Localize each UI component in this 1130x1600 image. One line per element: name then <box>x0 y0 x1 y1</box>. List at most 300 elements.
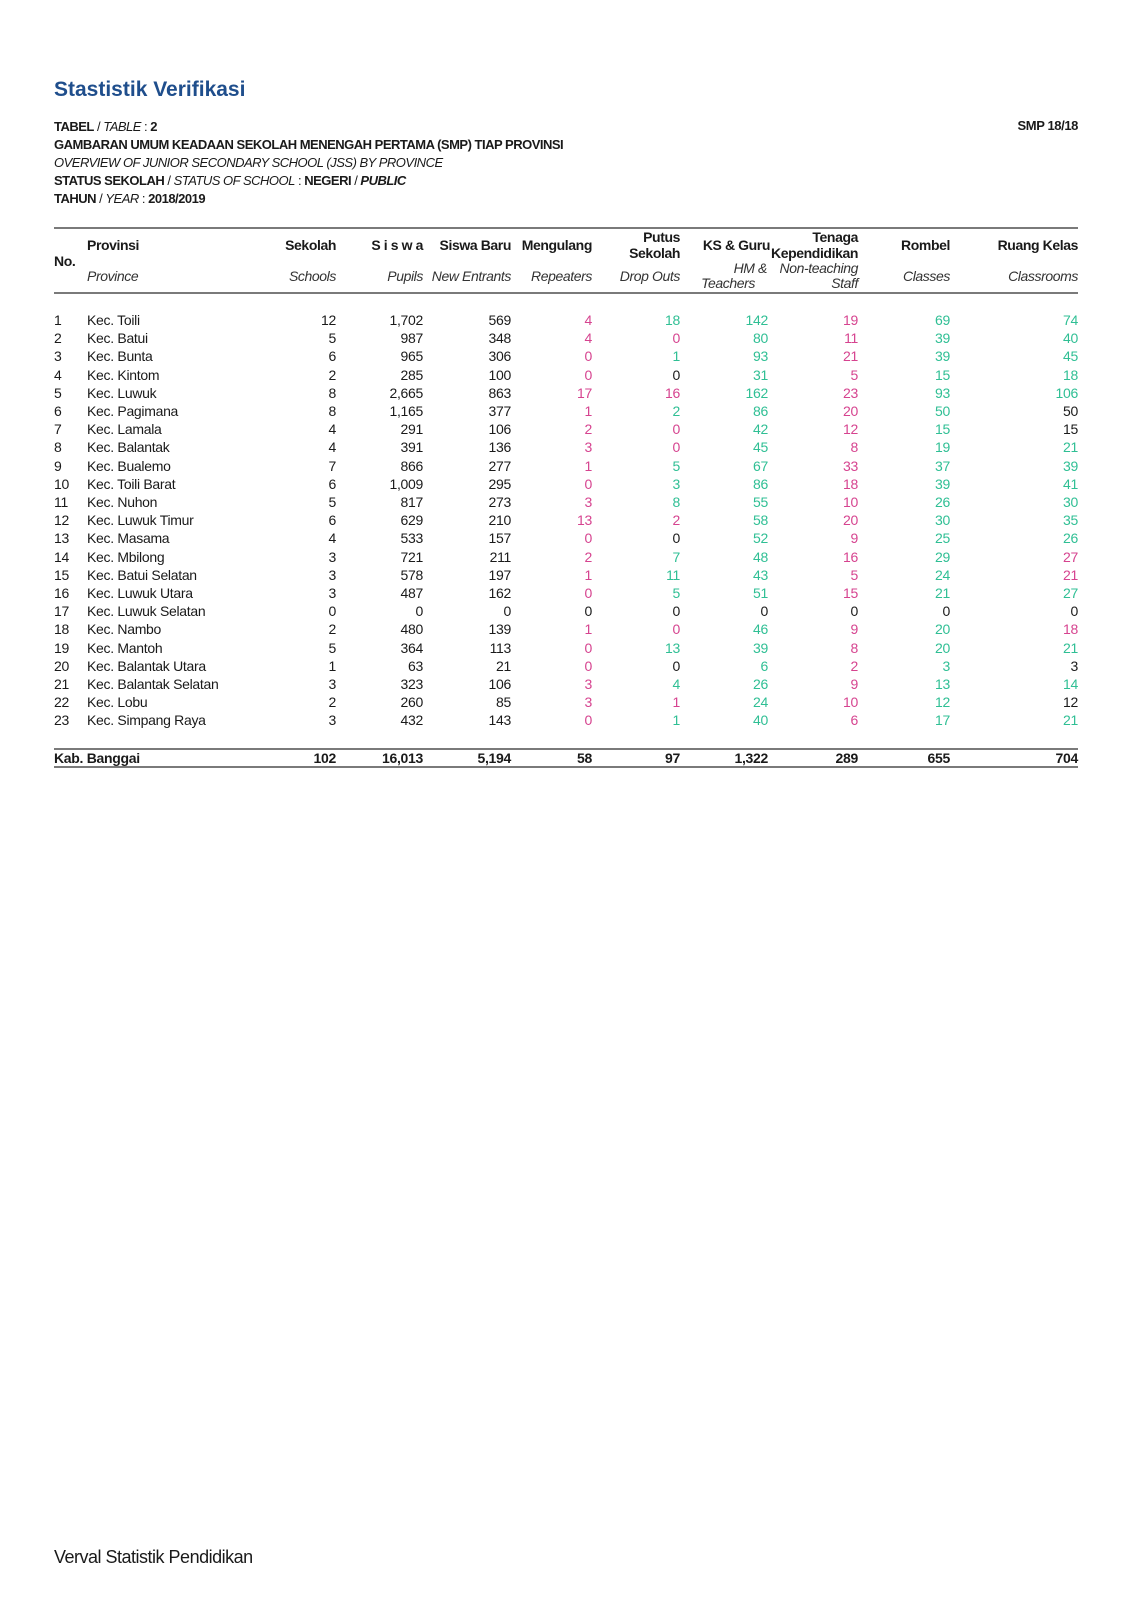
row-schools: 4 <box>328 421 336 438</box>
row-classes: 39 <box>935 475 950 492</box>
row-rooms: 50 <box>1063 403 1078 419</box>
row-schools: 1 <box>328 657 336 674</box>
row-pupils: 965 <box>400 348 423 365</box>
row-no: 9 <box>54 457 62 474</box>
row-province: Kec. Pagimana <box>87 403 179 419</box>
row-staff: 21 <box>843 348 858 365</box>
row-rooms: 106 <box>1055 384 1078 401</box>
row-pupils: 2,665 <box>389 384 423 401</box>
row-repeat: 4 <box>584 312 592 328</box>
row-schools: 6 <box>328 475 336 492</box>
row-schools: 2 <box>328 621 336 638</box>
row-new: 162 <box>488 585 511 601</box>
row-no: 1 <box>54 312 62 328</box>
total-bottom-rule <box>54 766 1078 768</box>
row-classes: 26 <box>935 494 950 510</box>
row-staff: 33 <box>843 457 858 474</box>
row-staff: 12 <box>843 421 858 438</box>
row-drop: 1 <box>672 712 680 729</box>
row-staff: 5 <box>850 366 858 383</box>
row-drop: 0 <box>672 330 680 347</box>
row-schools: 4 <box>328 439 336 456</box>
row-staff: 11 <box>844 330 858 347</box>
row-teach: 26 <box>753 676 768 692</box>
row-rooms: 40 <box>1063 330 1078 347</box>
row-new: 863 <box>488 384 511 401</box>
row-classes: 20 <box>935 639 950 656</box>
row-new: 0 <box>503 603 511 620</box>
row-staff: 20 <box>843 403 858 419</box>
row-drop: 5 <box>672 585 680 601</box>
row-new: 21 <box>496 657 511 674</box>
row-province: Kec. Masama <box>87 530 170 547</box>
row-rooms: 21 <box>1063 639 1078 656</box>
status-value-en: PUBLIC <box>360 173 406 188</box>
row-pupils: 1,009 <box>389 475 423 492</box>
row-staff: 10 <box>843 694 858 711</box>
row-no: 6 <box>54 403 62 419</box>
row-teach: 51 <box>753 585 768 601</box>
row-classes: 24 <box>935 566 950 583</box>
row-teach: 55 <box>753 494 768 510</box>
table-label-id: TABEL <box>54 119 94 134</box>
status-value-id: NEGERI <box>304 173 352 188</box>
row-schools: 5 <box>328 330 336 347</box>
row-staff: 10 <box>843 494 858 510</box>
col-teach-en <box>701 261 767 291</box>
col-rooms-en: Classrooms <box>1008 268 1078 284</box>
row-teach: 67 <box>753 457 768 474</box>
row-no: 14 <box>54 548 69 565</box>
row-repeat: 0 <box>584 657 592 674</box>
row-schools: 0 <box>328 603 336 620</box>
row-rooms: 3 <box>1070 657 1078 674</box>
row-rooms: 12 <box>1063 694 1078 711</box>
row-no: 3 <box>54 348 62 365</box>
row-new: 85 <box>496 694 511 711</box>
row-rooms: 27 <box>1063 548 1078 565</box>
row-rooms: 41 <box>1063 475 1078 492</box>
row-classes: 25 <box>935 530 950 547</box>
row-pupils: 987 <box>400 330 423 347</box>
row-teach: 80 <box>753 330 768 347</box>
col-schools-id: Sekolah <box>285 237 336 253</box>
table-row <box>54 530 1078 548</box>
row-no: 21 <box>54 676 69 692</box>
row-drop: 1 <box>672 694 680 711</box>
row-drop: 0 <box>672 439 680 456</box>
row-repeat: 0 <box>584 348 592 365</box>
table-row <box>54 549 1078 567</box>
row-province: Kec. Lamala <box>87 421 162 438</box>
table-row <box>54 367 1078 385</box>
row-rooms: 30 <box>1063 494 1078 510</box>
row-province: Kec. Toili <box>87 312 140 328</box>
row-rooms: 27 <box>1063 585 1078 601</box>
row-schools: 5 <box>328 639 336 656</box>
table-number-line: TABEL / TABLE : 2 <box>54 119 158 134</box>
row-schools: 3 <box>328 712 336 729</box>
row-drop: 2 <box>672 403 680 419</box>
row-repeat: 0 <box>584 585 592 601</box>
row-pupils: 866 <box>400 457 423 474</box>
row-no: 8 <box>54 439 62 456</box>
row-teach: 52 <box>753 530 768 547</box>
row-teach: 43 <box>753 566 768 583</box>
row-province: Kec. Simpang Raya <box>87 712 206 729</box>
row-no: 12 <box>54 512 69 529</box>
row-schools: 7 <box>328 457 336 474</box>
row-pupils: 629 <box>400 512 423 529</box>
row-no: 15 <box>54 566 69 583</box>
row-schools: 8 <box>328 403 336 419</box>
row-repeat: 2 <box>584 421 592 438</box>
row-repeat: 1 <box>584 621 592 638</box>
row-teach: 48 <box>753 548 768 565</box>
row-province: Kec. Nambo <box>87 621 162 638</box>
row-drop: 0 <box>672 530 680 547</box>
year-label-id: TAHUN <box>54 191 97 206</box>
row-province: Kec. Bualemo <box>87 457 171 474</box>
row-no: 7 <box>54 421 62 438</box>
col-new-id: Siswa Baru <box>439 237 511 253</box>
status-label-en: STATUS OF SCHOOL <box>173 173 295 188</box>
row-teach: 40 <box>753 712 768 729</box>
row-rooms: 21 <box>1063 712 1078 729</box>
row-new: 113 <box>489 639 511 656</box>
row-new: 295 <box>488 475 511 492</box>
row-repeat: 3 <box>584 439 592 456</box>
total-new: 5,194 <box>477 750 511 766</box>
row-classes: 21 <box>935 585 950 601</box>
row-new: 377 <box>488 403 511 419</box>
row-classes: 0 <box>942 603 950 620</box>
row-pupils: 533 <box>400 530 423 547</box>
table-row <box>54 712 1078 730</box>
total-pupils: 16,013 <box>381 750 423 766</box>
row-drop: 2 <box>672 512 680 529</box>
row-schools: 3 <box>328 676 336 692</box>
row-drop: 1 <box>672 348 680 365</box>
row-drop: 3 <box>672 475 680 492</box>
total-repeat: 58 <box>577 750 592 766</box>
table-title-id-text: GAMBARAN UMUM KEADAAN SEKOLAH MENENGAH PERTAMA (SMP) TIAP PROVINSI <box>54 137 564 152</box>
row-province: Kec. Bunta <box>87 348 153 365</box>
row-schools: 3 <box>328 566 336 583</box>
col-province-id: Provinsi <box>87 237 140 253</box>
row-province: Kec. Nuhon <box>87 494 158 510</box>
col-drop-id-1: Putus <box>643 229 680 245</box>
row-teach: 45 <box>753 439 768 456</box>
row-staff: 9 <box>850 676 858 692</box>
row-schools: 12 <box>321 312 336 328</box>
row-staff: 0 <box>850 603 858 620</box>
row-classes: 69 <box>935 312 950 328</box>
row-rooms: 15 <box>1063 421 1078 438</box>
table-row <box>54 439 1078 457</box>
row-new: 211 <box>489 548 511 565</box>
row-teach: 142 <box>745 312 768 328</box>
row-teach: 162 <box>745 384 768 401</box>
table-row <box>54 348 1078 366</box>
row-no: 10 <box>54 475 69 492</box>
row-pupils: 391 <box>400 439 423 456</box>
table-number: 2 <box>150 119 158 134</box>
row-repeat: 4 <box>584 330 592 347</box>
row-repeat: 13 <box>577 512 592 529</box>
row-rooms: 21 <box>1063 439 1078 456</box>
row-new: 143 <box>488 712 511 729</box>
year-label-en: YEAR <box>105 191 139 206</box>
row-pupils: 323 <box>400 676 423 692</box>
row-no: 22 <box>54 694 69 711</box>
row-schools: 4 <box>328 530 336 547</box>
col-rooms-id: Ruang Kelas <box>997 237 1078 253</box>
row-staff: 16 <box>843 548 858 565</box>
total-name: Kab. Banggai <box>54 750 140 766</box>
row-repeat: 0 <box>584 366 592 383</box>
row-province: Kec. Batui Selatan <box>87 566 197 583</box>
row-new: 157 <box>488 530 511 547</box>
row-new: 277 <box>488 457 511 474</box>
row-no: 17 <box>54 603 69 620</box>
total-rooms: 704 <box>1055 750 1078 766</box>
table-row <box>54 403 1078 421</box>
table-row <box>54 494 1078 512</box>
table-header-rule <box>54 292 1078 294</box>
row-classes: 93 <box>935 384 950 401</box>
row-repeat: 1 <box>584 457 592 474</box>
row-classes: 19 <box>935 439 950 456</box>
row-pupils: 578 <box>400 566 423 583</box>
row-new: 100 <box>488 366 511 383</box>
col-classes-id: Rombel <box>901 237 950 253</box>
table-row <box>54 330 1078 348</box>
row-pupils: 721 <box>400 548 423 565</box>
row-schools: 6 <box>328 512 336 529</box>
row-no: 11 <box>54 494 68 510</box>
row-classes: 50 <box>935 403 950 419</box>
row-staff: 8 <box>850 439 858 456</box>
row-schools: 8 <box>328 384 336 401</box>
row-classes: 15 <box>935 421 950 438</box>
row-rooms: 21 <box>1063 566 1078 583</box>
row-pupils: 364 <box>400 639 423 656</box>
total-classes: 655 <box>927 750 950 766</box>
row-repeat: 3 <box>584 676 592 692</box>
row-staff: 8 <box>850 639 858 656</box>
row-rooms: 39 <box>1063 457 1078 474</box>
row-rooms: 14 <box>1063 676 1078 692</box>
row-new: 306 <box>488 348 511 365</box>
row-pupils: 63 <box>408 657 423 674</box>
row-province: Kec. Balantak Selatan <box>87 676 219 692</box>
row-new: 348 <box>488 330 511 347</box>
row-schools: 5 <box>328 494 336 510</box>
row-drop: 0 <box>672 657 680 674</box>
row-staff: 20 <box>843 512 858 529</box>
table-row <box>54 512 1078 530</box>
row-teach: 42 <box>753 421 768 438</box>
row-province: Kec. Mantoh <box>87 639 163 656</box>
row-province: Kec. Lobu <box>87 694 148 711</box>
row-drop: 0 <box>672 421 680 438</box>
col-drop-id <box>629 229 680 261</box>
row-teach: 58 <box>753 512 768 529</box>
row-classes: 13 <box>935 676 950 692</box>
row-no: 16 <box>54 585 69 601</box>
table-row <box>54 603 1078 621</box>
row-province: Kec. Mbilong <box>87 548 165 565</box>
col-pupils-id: S i s w a <box>371 237 423 253</box>
row-classes: 12 <box>935 694 950 711</box>
table-row <box>54 458 1078 476</box>
row-teach: 86 <box>753 403 768 419</box>
row-staff: 18 <box>843 475 858 492</box>
row-teach: 93 <box>753 348 768 365</box>
col-staff-en <box>780 261 858 291</box>
row-no: 18 <box>54 621 69 638</box>
row-staff: 2 <box>850 657 858 674</box>
col-province-en: Province <box>87 268 139 284</box>
row-staff: 5 <box>850 566 858 583</box>
row-new: 106 <box>488 421 511 438</box>
row-rooms: 26 <box>1063 530 1078 547</box>
col-drop-en: Drop Outs <box>619 268 680 284</box>
row-staff: 6 <box>850 712 858 729</box>
row-rooms: 18 <box>1063 621 1078 638</box>
row-province: Kec. Luwuk <box>87 384 157 401</box>
col-repeat-id: Mengulang <box>521 237 592 253</box>
row-drop: 5 <box>672 457 680 474</box>
row-staff: 19 <box>843 312 858 328</box>
row-repeat: 0 <box>584 712 592 729</box>
row-classes: 29 <box>935 548 950 565</box>
row-province: Kec. Toili Barat <box>87 475 176 492</box>
col-repeat-en: Repeaters <box>531 268 592 284</box>
col-schools-en: Schools <box>288 268 336 284</box>
row-new: 197 <box>488 566 511 583</box>
row-teach: 46 <box>753 621 768 638</box>
row-new: 106 <box>488 676 511 692</box>
row-drop: 0 <box>672 603 680 620</box>
row-classes: 17 <box>935 712 950 729</box>
row-no: 4 <box>54 366 62 383</box>
table-row <box>54 621 1078 639</box>
row-staff: 9 <box>850 621 858 638</box>
table-label-en: TABLE <box>103 119 141 134</box>
row-rooms: 35 <box>1063 512 1078 529</box>
col-drop-id-2: Sekolah <box>629 245 680 261</box>
col-staff-en-1: Non-teaching <box>779 260 858 276</box>
row-staff: 23 <box>843 384 858 401</box>
row-drop: 8 <box>672 494 680 510</box>
row-no: 19 <box>54 639 69 656</box>
row-province: Kec. Luwuk Utara <box>87 585 193 601</box>
row-province: Kec. Kintom <box>87 366 160 383</box>
table-row <box>54 567 1078 585</box>
table-title-en <box>54 154 443 172</box>
row-rooms: 45 <box>1063 348 1078 365</box>
row-teach: 24 <box>753 694 768 711</box>
row-repeat: 2 <box>584 548 592 565</box>
table-row <box>54 658 1078 676</box>
row-repeat: 1 <box>584 566 592 583</box>
row-pupils: 1,702 <box>389 312 423 328</box>
table-row <box>54 476 1078 494</box>
row-province: Kec. Batui <box>87 330 148 347</box>
row-schools: 3 <box>328 548 336 565</box>
row-repeat: 0 <box>584 639 592 656</box>
col-teach-en-1: HM & <box>733 260 767 276</box>
page-title: Stastistik Verifikasi <box>54 78 246 101</box>
col-pupils-en: Pupils <box>387 268 423 284</box>
row-repeat: 1 <box>584 403 592 419</box>
row-repeat: 3 <box>584 694 592 711</box>
total-teach: 1,322 <box>734 750 768 766</box>
row-drop: 16 <box>665 384 680 401</box>
row-repeat: 0 <box>584 475 592 492</box>
table-row <box>54 585 1078 603</box>
table-row <box>54 640 1078 658</box>
row-province: Kec. Balantak <box>87 439 170 456</box>
year-value: 2018/2019 <box>148 191 206 206</box>
row-drop: 7 <box>672 548 680 565</box>
row-pupils: 0 <box>415 603 423 620</box>
row-schools: 3 <box>328 585 336 601</box>
total-drop: 97 <box>665 750 680 766</box>
row-new: 569 <box>488 312 511 328</box>
row-classes: 39 <box>935 330 950 347</box>
row-repeat: 0 <box>584 530 592 547</box>
row-schools: 2 <box>328 694 336 711</box>
year-line: TAHUN / YEAR : 2018/2019 <box>54 191 206 206</box>
row-classes: 39 <box>935 348 950 365</box>
col-classes-en: Classes <box>903 268 950 284</box>
row-province: Kec. Balantak Utara <box>87 657 206 674</box>
row-teach: 0 <box>760 603 768 620</box>
row-classes: 15 <box>935 366 950 383</box>
row-drop: 0 <box>672 366 680 383</box>
row-rooms: 74 <box>1063 312 1078 328</box>
page-footer: Verval Statistik Pendidikan <box>54 1547 253 1567</box>
total-staff: 289 <box>835 750 858 766</box>
row-classes: 3 <box>942 657 950 674</box>
row-drop: 11 <box>666 566 680 583</box>
table-title-en-text: OVERVIEW OF JUNIOR SECONDARY SCHOOL (JSS) BY PROVINCE <box>54 155 443 170</box>
row-teach: 39 <box>753 639 768 656</box>
row-new: 136 <box>488 439 511 456</box>
row-province: Kec. Luwuk Timur <box>87 512 194 529</box>
row-no: 2 <box>54 330 62 347</box>
col-staff-id-1: Tenaga <box>812 229 858 245</box>
table-row <box>54 676 1078 694</box>
row-drop: 13 <box>665 639 680 656</box>
row-teach: 6 <box>760 657 768 674</box>
row-drop: 0 <box>672 621 680 638</box>
row-pupils: 817 <box>400 494 423 510</box>
row-schools: 6 <box>328 348 336 365</box>
table-top-rule <box>54 227 1078 229</box>
row-classes: 20 <box>935 621 950 638</box>
row-classes: 37 <box>935 457 950 474</box>
row-drop: 4 <box>672 676 680 692</box>
row-new: 273 <box>488 494 511 510</box>
row-no: 13 <box>54 530 69 547</box>
row-repeat: 0 <box>584 603 592 620</box>
row-repeat: 17 <box>577 384 592 401</box>
row-schools: 2 <box>328 366 336 383</box>
